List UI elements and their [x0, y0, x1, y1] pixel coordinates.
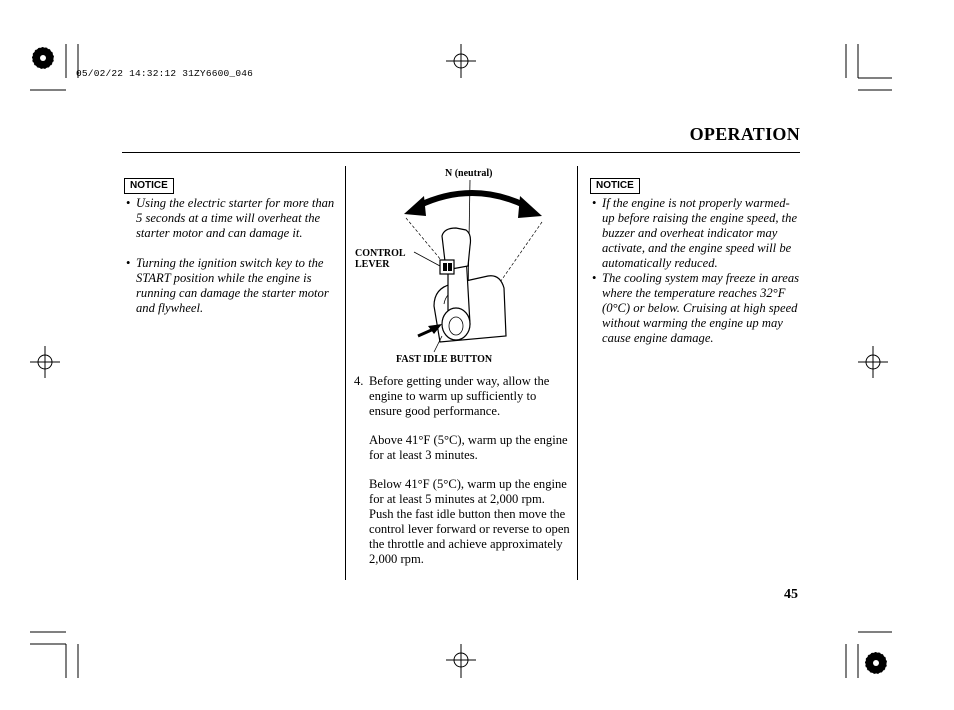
page-number: 45: [784, 587, 798, 602]
right-bullet-1: • If the engine is not properly warmed-up before raising the engine speed, the buzzer and overheat indicator may activate, and the engine speed will be automatically reduced.: [592, 196, 800, 271]
right-notice-text: [592, 196, 800, 346]
step-number: 4.: [354, 374, 364, 388]
left-bullet-2: • Turning the ignition switch key to the START position while the engine is running can damage the starter motor and flywheel.: [126, 256, 340, 316]
section-title: OPERATION: [689, 124, 800, 144]
label-control-lever-line2: LEVER: [355, 259, 390, 270]
column-divider-right: [577, 166, 578, 580]
left-notice-text: [126, 196, 340, 316]
left-bullet-1: • Using the electric starter for more than 5 seconds at a time will overheat the starter motor and can damage it.: [126, 196, 340, 241]
label-neutral: N (neutral): [445, 168, 493, 179]
print-stamp: 05/02/22 14:32:12 31ZY6600_046: [76, 68, 254, 79]
step-4: [354, 374, 570, 567]
right-bullet-2: • The cooling system may freeze in areas where the temperature reaches 32°F (0°C) or below. Cruising at high speed without warming the engine up may cause engine damage.: [592, 271, 800, 346]
header-rule: [122, 152, 800, 153]
column-divider-left: [345, 166, 346, 580]
notice-badge-right: NOTICE: [590, 178, 640, 194]
para-above-41f: Above 41°F (5°C), warm up the engine for at least 3 minutes.: [369, 433, 568, 462]
control-lever-illustration: [348, 176, 576, 362]
label-control-lever-line1: CONTROL: [355, 248, 406, 259]
label-fast-idle-button: FAST IDLE BUTTON: [396, 354, 493, 365]
para-below-41f: Below 41°F (5°C), warm up the engine for at least 5 minutes at 2,000 rpm. Push the fast idle button then move the control lever forward or reverse to open the throttle and achieve approximately 2,000 rpm.: [369, 477, 570, 566]
step-intro: Before getting under way, allow the engine to warm up sufficiently to ensure good performance.: [369, 374, 550, 418]
notice-badge-left: NOTICE: [124, 178, 174, 194]
